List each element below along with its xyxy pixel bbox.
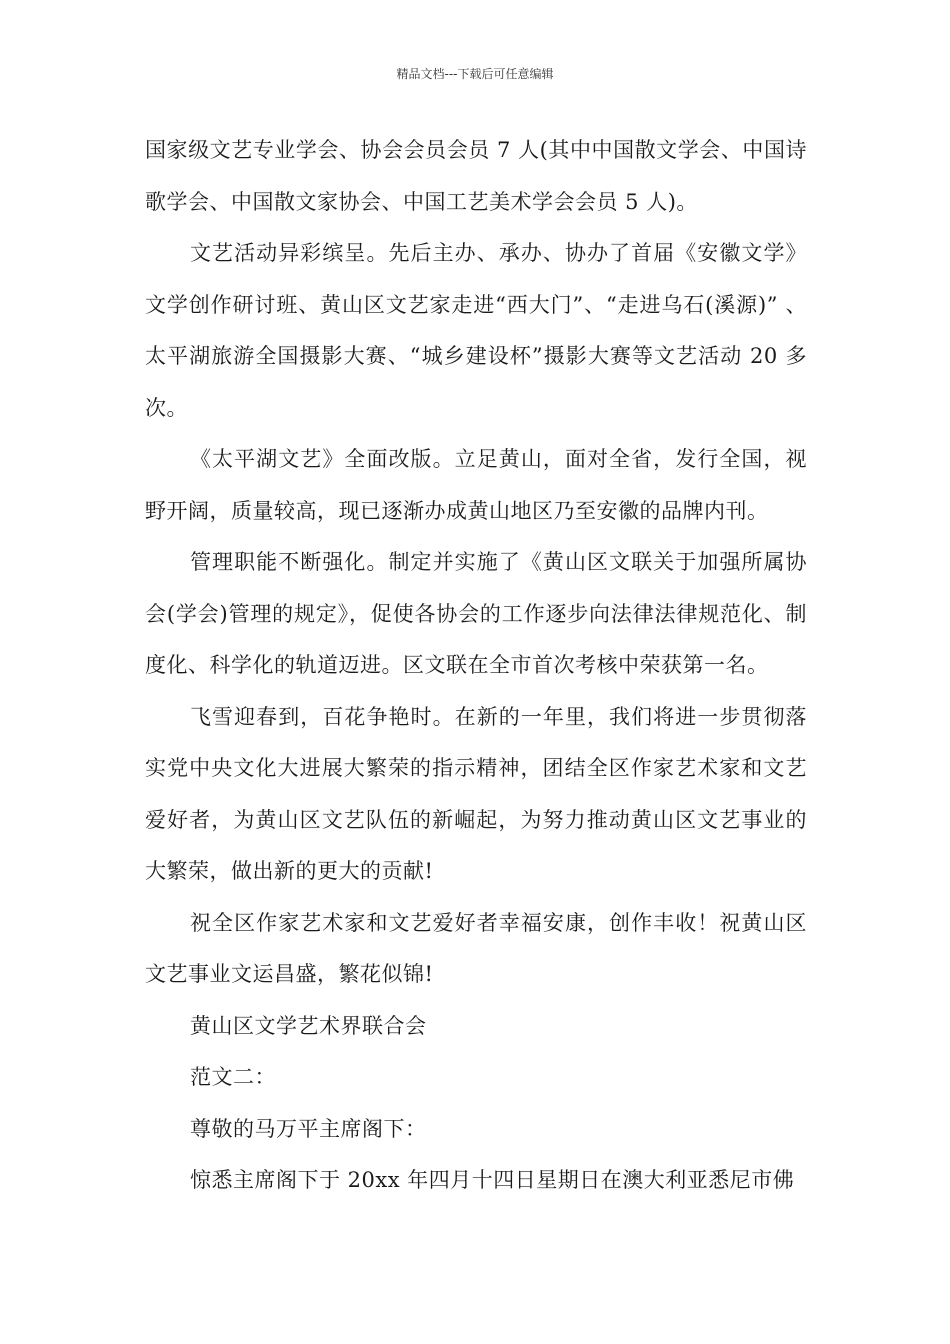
paragraph-magazine: 《太平湖文艺》全面改版。立足黄山，面对全省，发行全国，视野开阔，质量较高，现已逐渐办成黄山地区乃至安徽的品牌内刊。 (145, 447, 807, 523)
signature-organization: 黄山区文学艺术界联合会 (190, 1013, 427, 1038)
salutation: 尊敬的马万平主席阁下： (190, 1116, 427, 1141)
section-heading-sample-two: 范文二： (190, 1065, 276, 1089)
paragraph-members: 国家级文艺专业学会、协会会员会员 7 人(其中中国散文学会、中国诗歌学会、中国散文家协会、中国工艺美术学会会员 5 人)。 (145, 138, 807, 214)
document-body (145, 125, 807, 1207)
page-header: 精品文档---下载后可任意编辑 (396, 67, 554, 81)
paragraph-wishes: 祝全区作家艺术家和文艺爱好者幸福安康，创作丰收！祝黄山区文艺事业文运昌盛，繁花似锦! (145, 910, 807, 986)
paragraph-condolence-start: 惊悉主席阁下于 20xx 年四月十四日星期日在澳大利亚悉尼市佛 (190, 1168, 795, 1192)
paragraph-management: 管理职能不断强化。制定并实施了《黄山区文联关于加强所属协会(学会)管理的规定》，促使各协会的工作逐步向法律法律规范化、制度化、科学化的轨道迈进。区文联在全市首次考核中荣获第一名。 (145, 550, 807, 677)
paragraph-activities: 文艺活动异彩缤呈。先后主办、承办、协办了首届《安徽文学》文学创作研讨班、黄山区文艺家走进“西大门”、“走进乌石(溪源)” 、太平湖旅游全国摄影大赛、“城乡建设杯”摄影大赛等文艺活动 20 多次。 (145, 241, 807, 420)
paragraph-outlook: 飞雪迎春到，百花争艳时。在新的一年里，我们将进一步贯彻落实党中央文化大进展大繁荣的指示精神，团结全区作家艺术家和文艺爱好者，为黄山区文艺队伍的新崛起，为努力推动黄山区文艺事业的大繁荣，做出新的更大的贡献! (145, 704, 807, 883)
